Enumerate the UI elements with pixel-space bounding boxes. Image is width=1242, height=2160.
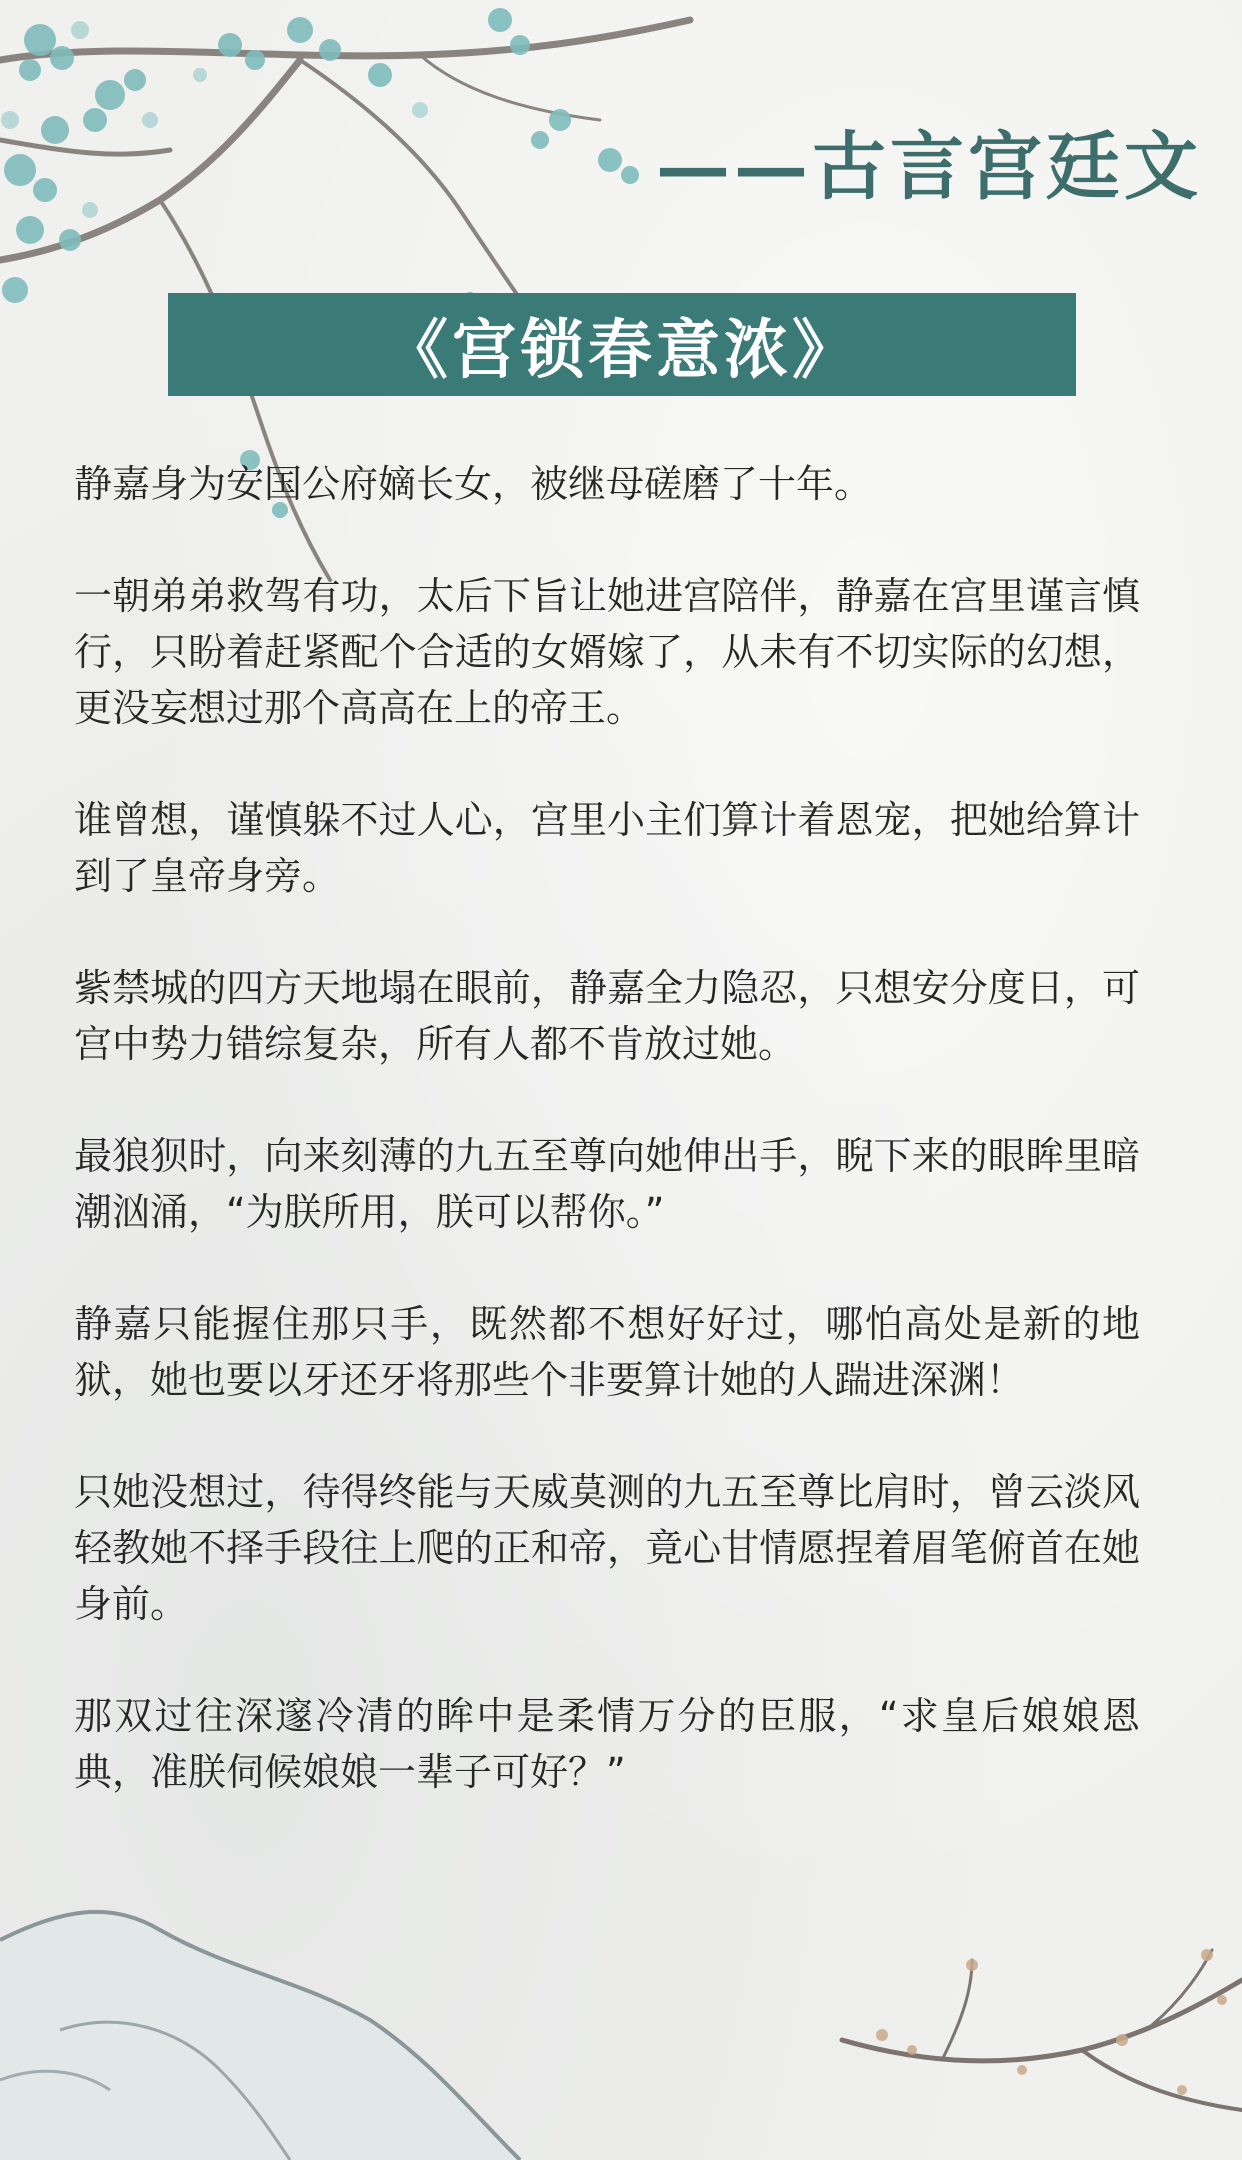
book-title: 《宫锁春意浓》 xyxy=(384,313,860,388)
synopsis-paragraph: 只她没想过，待得终能与天威莫测的九五至尊比肩时，曾云淡风轻教她不择手段往上爬的正和帝，竟心甘情愿捏着眉笔俯首在她身前。 xyxy=(74,1470,1140,1626)
synopsis-paragraph: 一朝弟弟救驾有功，太后下旨让她进宫陪伴，静嘉在宫里谨言慎行，只盼着赶紧配个合适的女婿嫁了，从未有不切实际的幻想，更没妄想过那个高高在上的帝王。 xyxy=(74,574,1140,730)
synopsis xyxy=(74,456,1140,1856)
synopsis-paragraph: 静嘉身为安国公府嫡长女，被继母磋磨了十年。 xyxy=(74,462,873,506)
genre-subtitle: ——古言宫廷文 xyxy=(656,124,1202,210)
synopsis-paragraph: 最狼狈时，向来刻薄的九五至尊向她伸出手，睨下来的眼眸里暗潮汹涌，“为朕所用，朕可以帮你。” xyxy=(74,1134,1140,1234)
rock-bottom-left xyxy=(0,1830,560,2160)
book-title-banner xyxy=(168,293,1076,396)
synopsis-paragraph: 那双过往深邃冷清的眸中是柔情万分的臣服，“求皇后娘娘恩典，准朕伺候娘娘一辈子可好？” xyxy=(74,1694,1140,1794)
synopsis-paragraph: 静嘉只能握住那只手，既然都不想好好过，哪怕高处是新的地狱，她也要以牙还牙将那些个非要算计她的人踹进深渊！ xyxy=(74,1302,1140,1402)
blossom-branch-bottom-right xyxy=(822,1930,1242,2160)
synopsis-paragraph: 紫禁城的四方天地塌在眼前，静嘉全力隐忍，只想安分度日，可宫中势力错综复杂，所有人都不肯放过她。 xyxy=(74,966,1140,1066)
synopsis-paragraph: 谁曾想，谨慎躲不过人心，宫里小主们算计着恩宠，把她给算计到了皇帝身旁。 xyxy=(74,798,1140,898)
